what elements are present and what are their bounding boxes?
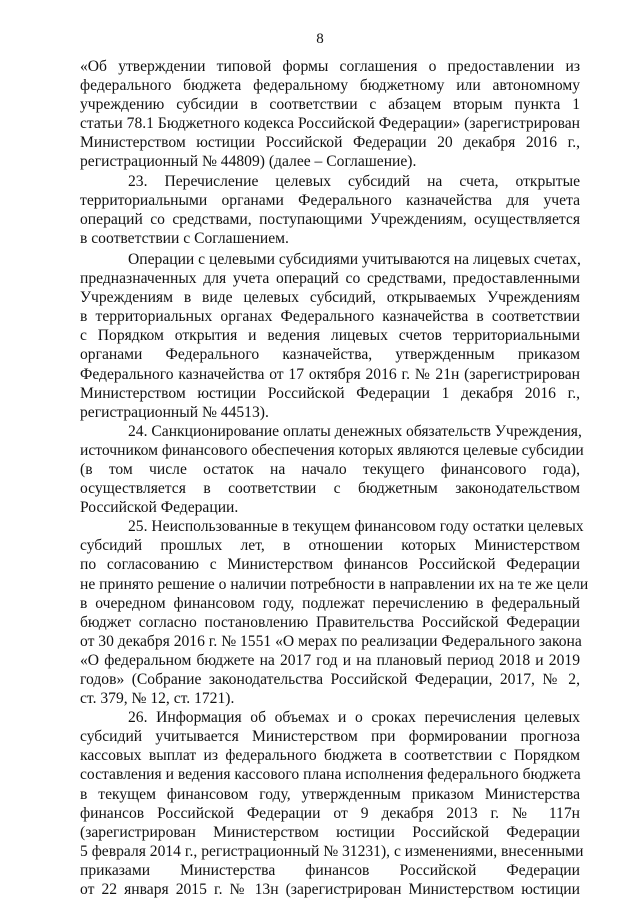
- page-number: 8: [316, 31, 324, 47]
- text-line: от 22 января 2015 г. № 13н (зарегистрирован Министерством юстиции: [80, 881, 580, 899]
- text-line: от 30 декабря 2016 г. № 1551 «О мерах по реализации Федерального закона: [80, 632, 582, 650]
- text-line: в территориальных органах Федерального казначейства в соответствии: [80, 308, 580, 326]
- paragraph-soglashenie-reference: [80, 57, 580, 172]
- text-line: годов» (Собрание законодательства Российской Федерации, 2017, № 2,: [80, 671, 580, 688]
- text-line: учреждению субсидии в соответствии с абзацем вторым пункта 1: [80, 96, 580, 114]
- text-line: 5 февраля 2014 г., регистрационный № 31231), с изменениями, внесенными: [80, 842, 584, 860]
- text-line: Российской Федерации.: [80, 499, 239, 517]
- text-line: в соответствии с Соглашением.: [80, 229, 289, 247]
- text-line: 23. Перечисление целевых субсидий на счета, открытые: [128, 172, 580, 190]
- text-line: не принято решение о наличии потребности в направлении их на те же цели: [80, 575, 589, 593]
- text-line: регистрационный № 44513).: [80, 403, 269, 421]
- text-line: по согласованию с Министерством финансов Российской Федерации: [80, 556, 580, 574]
- text-line: 25. Неиспользованные в текущем финансовом году остатки целевых: [128, 518, 584, 536]
- text-line: регистрационный № 44809) (далее – Соглашение).: [80, 153, 417, 171]
- text-line: 24. Санкционирование оплаты денежных обязательств Учреждения,: [128, 422, 582, 440]
- text-line: бюджет согласно постановлению Правительства Российской Федерации: [80, 613, 580, 631]
- text-line: приказами Министерства финансов Российской Федерации: [80, 861, 580, 879]
- paragraph-target-subsidy-operations: [80, 250, 580, 422]
- text-line: ст. 379, № 12, ст. 1721).: [80, 690, 235, 708]
- text-line: «О федеральном бюджете на 2017 год и на плановый период 2018 и 2019: [80, 651, 580, 669]
- text-line: Учреждениям в виде целевых субсидий, открываемых Учреждениям: [80, 289, 580, 307]
- text-line: Министерством юстиции Российской Федерации 1 декабря 2016 г.,: [80, 384, 580, 402]
- text-line: предназначенных для учета операций со средствами, предоставленными: [80, 270, 580, 288]
- paragraph-item-24: [80, 422, 584, 517]
- text-line: кассовых выплат из федерального бюджета в соответствии с Порядком: [80, 747, 580, 765]
- text-line: источником финансового обеспечения которых являются целевые субсидии: [80, 441, 584, 459]
- paragraph-item-23: [80, 172, 580, 248]
- text-line: финансов Российской Федерации от 9 декабря 2013 г. № 117н: [80, 804, 580, 822]
- text-line: Операции с целевыми субсидиями учитываются на лицевых счетах,: [128, 250, 581, 268]
- text-line: (зарегистрирован Министерством юстиции Российской Федерации: [80, 823, 580, 841]
- text-line: составления и ведения кассового плана исполнения федерального бюджета: [80, 766, 581, 784]
- text-line: «Об утверждении типовой формы соглашения о предоставлении из: [80, 58, 580, 75]
- text-line: статьи 78.1 Бюджетного кодекса Российской Федерации» (зарегистрирован: [80, 115, 580, 133]
- text-line: в очередном финансовом году, подлежат перечислению в федеральный: [80, 594, 580, 612]
- text-line: Федерального казначейства от 17 октября 2016 г. № 21н (зарегистрирован: [80, 365, 580, 383]
- text-line: субсидий прошлых лет, в отношении которых Министерством: [80, 537, 580, 555]
- paragraph-item-26: [80, 708, 584, 899]
- text-line: территориальными органами Федерального казначейства для учета: [80, 191, 580, 209]
- text-line: 26. Информация об объемах и о сроках перечисления целевых: [128, 709, 580, 727]
- text-line: Министерством юстиции Российской Федерации 20 декабря 2016 г.,: [80, 134, 580, 152]
- text-line: операций со средствами, поступающими Учреждениям, осуществляется: [80, 210, 580, 228]
- text-line: с Порядком открытия и ведения лицевых счетов территориальными: [80, 327, 580, 345]
- text-line: осуществляется в соответствии с бюджетным законодательством: [80, 480, 580, 498]
- text-line: органами Федерального казначейства, утвержденным приказом: [80, 346, 580, 364]
- paragraph-item-25: [80, 517, 589, 708]
- text-line: (в том числе остаток на начало текущего финансового года),: [80, 460, 580, 478]
- text-line: в текущем финансовом году, утвержденным приказом Министерства: [80, 785, 580, 803]
- document-body: [80, 57, 589, 899]
- text-line: субсидий учитывается Министерством при формировании прогноза: [80, 728, 580, 746]
- text-line: федерального бюджета федеральному бюджетному или автономному: [80, 77, 580, 95]
